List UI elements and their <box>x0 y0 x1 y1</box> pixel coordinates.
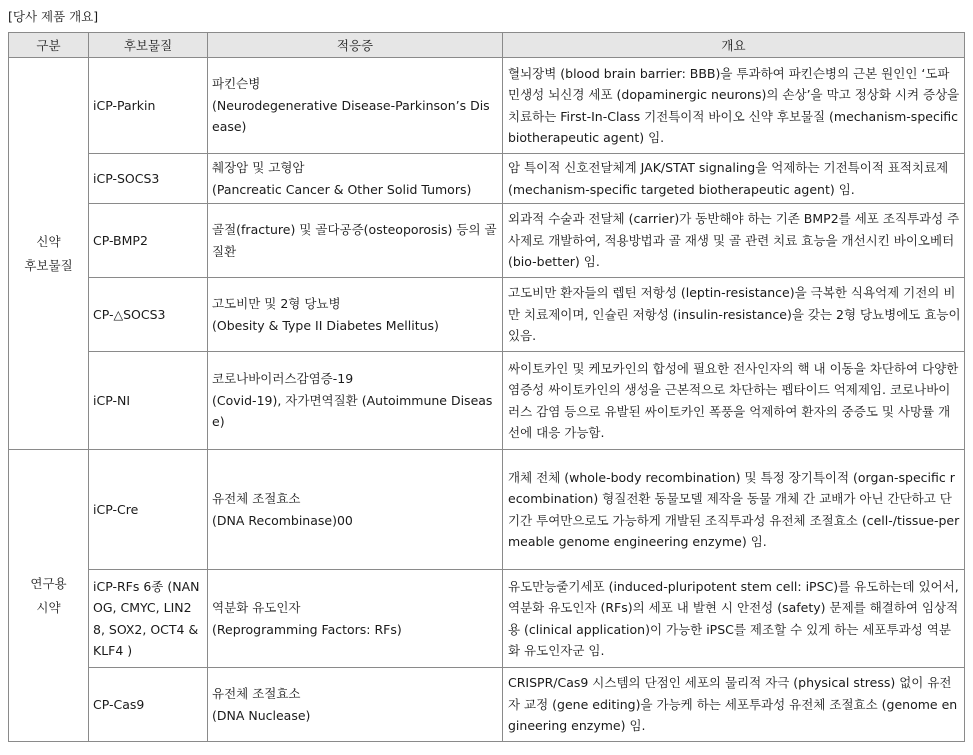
indication-cell: 코로나바이러스감염증-19 (Covid-19), 자가면역질환 (Autoimmune Disease) <box>208 352 503 450</box>
table-row <box>9 58 965 154</box>
table-caption: [당사 제품 개요] <box>8 9 99 24</box>
indication-cell: 췌장암 및 고형암 (Pancreatic Cancer & Other Solid Tumors) <box>208 154 503 204</box>
candidate-cell: iCP-Cre <box>89 450 208 570</box>
summary-cell: 싸이토카인 및 케모카인의 합성에 필요한 전사인자의 핵 내 이동을 차단하여 다양한 염증성 싸이토카인의 생성을 근본적으로 차단하는 펩타이드 억제제임. 코로나바이러스 감염 등으로 유발된 싸이토카인 폭풍을 억제하여 환자의 중증도 및 사망률 개선에 대응 가능함. <box>503 352 965 450</box>
table-row <box>9 204 965 278</box>
summary-cell: 외과적 수술과 전달체 (carrier)가 동반해야 하는 기존 BMP2를 세포 조직투과성 주사제로 개발하여, 적용방법과 골 재생 및 골 관련 치료 효능을 개선시킨 바이오베터 (bio-better) 임. <box>503 204 965 278</box>
indication-cell: 골절(fracture) 및 골다공증(osteoporosis) 등의 골 질환 <box>208 204 503 278</box>
candidate-cell: CP-BMP2 <box>89 204 208 278</box>
summary-cell: CRISPR/Cas9 시스템의 단점인 세포의 물리적 자극 (physical stress) 없이 유전자 교정 (gene editing)을 가능케 하는 세포투과성 유전체 조절효소 (genome engineering enzyme) 임. <box>503 668 965 742</box>
summary-cell: 유도만능줄기세포 (induced-pluripotent stem cell: iPSC)를 유도하는데 있어서, 역분화 유도인자 (RFs)의 세포 내 발현 시 안전성 (safety) 문제를 해결하여 임상적용 (clinical application)이 가능한 iPSC를 제조할 수 있게 하는 세포투과성 역분화 유도인자군 임. <box>503 570 965 668</box>
indication-cell: 역분화 유도인자 (Reprogramming Factors: RFs) <box>208 570 503 668</box>
table-body <box>9 58 965 742</box>
candidate-cell: iCP-SOCS3 <box>89 154 208 204</box>
summary-cell: 혈뇌장벽 (blood brain barrier: BBB)을 투과하여 파킨슨병의 근본 원인인 ‘도파민생성 뇌신경 세포 (dopaminergic neurons)의 손상’을 막고 정상화 시켜 증상을 치료하는 First-In-Class 기전특이적 바이오 신약 후보물질 (mechanism-specific biotherapeutic agent) 임. <box>503 58 965 154</box>
category-label-line: 후보물질 <box>24 257 73 273</box>
indication-cell: 고도비만 및 2형 당뇨병 (Obesity & Type II Diabetes Mellitus) <box>208 278 503 352</box>
category-label-line: 시약 <box>36 599 61 615</box>
table-row <box>9 154 965 204</box>
indication-cell: 유전체 조절효소 (DNA Nuclease) <box>208 668 503 742</box>
table-row <box>9 450 965 570</box>
table-row <box>9 668 965 742</box>
candidate-cell: CP-△SOCS3 <box>89 278 208 352</box>
candidate-cell: iCP-Parkin <box>89 58 208 154</box>
category-cell <box>9 450 89 742</box>
candidate-cell: iCP-RFs 6종 (NANOG, CMYC, LIN28, SOX2, OCT4 & KLF4 ) <box>89 570 208 668</box>
summary-cell: 암 특이적 신호전달체계 JAK/STAT signaling을 억제하는 기전특이적 표적치료제 (mechanism-specific targeted biotherapeutic agent) 임. <box>503 154 965 204</box>
summary-cell: 고도비만 환자들의 렙틴 저항성 (leptin-resistance)을 극복한 식욕억제 기전의 비만 치료제이며, 인슐린 저항성 (insulin-resistance)을 갖는 2형 당뇨병에도 효능이 있음. <box>503 278 965 352</box>
category-cell <box>9 58 89 450</box>
table-row <box>9 352 965 450</box>
table-row <box>9 570 965 668</box>
table-row <box>9 278 965 352</box>
summary-cell: 개체 전체 (whole-body recombination) 및 특정 장기특이적 (organ-specific recombination) 형질전환 동물모델 제작을 동물 개체 간 교배가 아닌 간단하고 단기간 투여만으로도 가능하게 개발된 조직투과성 유전체 조절효소 (cell-/tissue-permeable genome engineering enzyme) 임. <box>503 450 965 570</box>
category-label-line: 신약 <box>36 233 61 249</box>
header-candidate: 후보물질 <box>89 33 208 58</box>
indication-cell: 유전체 조절효소 (DNA Recombinase)00 <box>208 450 503 570</box>
indication-cell: 파킨슨병 (Neurodegenerative Disease-Parkinson’s Disease) <box>208 58 503 154</box>
header-indication: 적응증 <box>208 33 503 58</box>
header-summary: 개요 <box>503 33 965 58</box>
candidate-cell: CP-Cas9 <box>89 668 208 742</box>
product-overview-table <box>8 32 965 742</box>
header-row <box>9 33 965 58</box>
category-label-line: 연구용 <box>30 575 67 591</box>
candidate-cell: iCP-NI <box>89 352 208 450</box>
header-category: 구분 <box>9 33 89 58</box>
